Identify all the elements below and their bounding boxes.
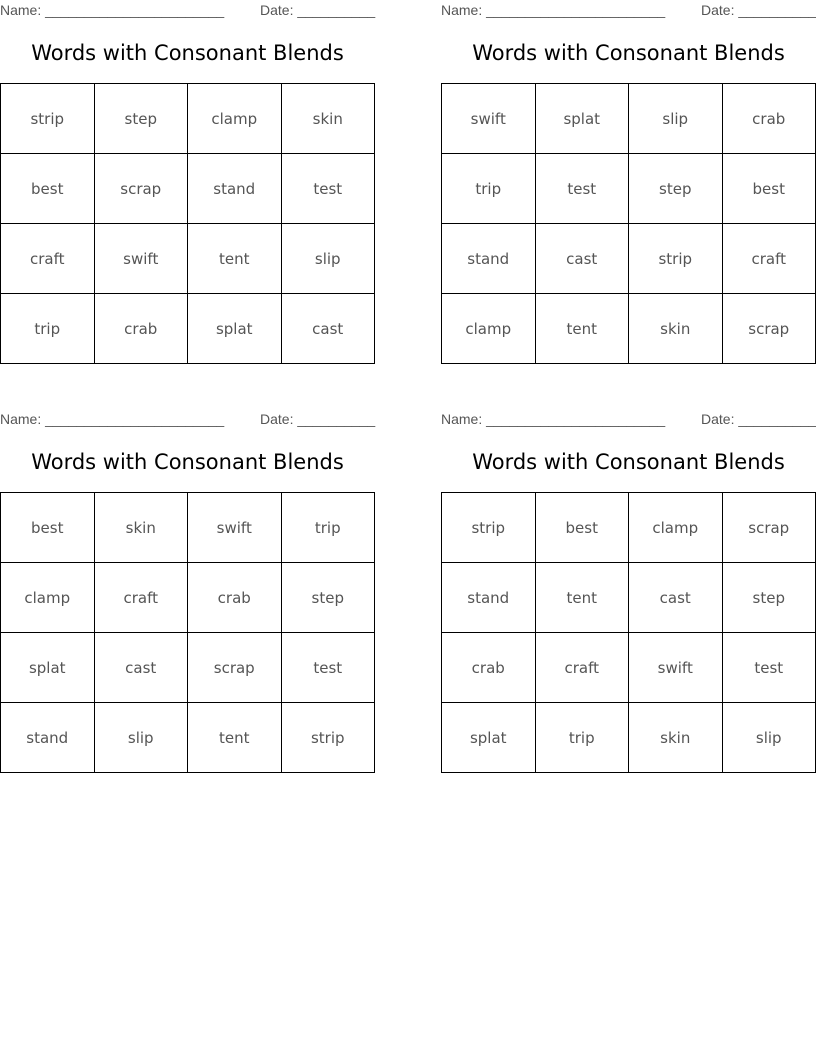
word-grid <box>0 492 375 773</box>
date-field: Date: __________ <box>701 2 816 18</box>
word-cell: splat <box>442 703 536 773</box>
word-cell: scrap <box>722 493 816 563</box>
word-cell: swift <box>94 224 188 294</box>
card-title: Words with Consonant Blends <box>31 450 344 474</box>
card-title: Words with Consonant Blends <box>31 41 344 65</box>
word-cell: craft <box>94 563 188 633</box>
word-cell: splat <box>1 633 95 703</box>
word-cell: step <box>281 563 375 633</box>
grid-row <box>1 493 375 563</box>
word-cell: scrap <box>722 294 816 364</box>
grid-row <box>1 633 375 703</box>
grid-row <box>1 563 375 633</box>
grid-row <box>1 154 375 224</box>
word-cell: trip <box>535 703 629 773</box>
word-cell: trip <box>442 154 536 224</box>
word-cell: scrap <box>188 633 282 703</box>
bingo-card-2 <box>441 0 816 365</box>
word-cell: swift <box>629 633 723 703</box>
word-cell: test <box>535 154 629 224</box>
word-cell: crab <box>94 294 188 364</box>
word-cell: strip <box>629 224 723 294</box>
name-field: Name: _______________________ <box>441 2 666 18</box>
word-cell: step <box>722 563 816 633</box>
word-cell: best <box>535 493 629 563</box>
grid-row <box>442 294 816 364</box>
word-cell: strip <box>442 493 536 563</box>
word-cell: strip <box>281 703 375 773</box>
word-cell: test <box>281 633 375 703</box>
word-cell: skin <box>281 84 375 154</box>
word-grid <box>441 492 816 773</box>
word-cell: clamp <box>1 563 95 633</box>
date-field: Date: __________ <box>701 411 816 427</box>
card-title: Words with Consonant Blends <box>472 41 785 65</box>
grid-row <box>1 84 375 154</box>
grid-row <box>442 633 816 703</box>
word-cell: trip <box>1 294 95 364</box>
word-cell: slip <box>281 224 375 294</box>
word-cell: slip <box>629 84 723 154</box>
word-grid <box>441 83 816 364</box>
grid-row <box>1 224 375 294</box>
word-grid <box>0 83 375 364</box>
word-cell: cast <box>281 294 375 364</box>
word-cell: best <box>1 154 95 224</box>
word-cell: stand <box>188 154 282 224</box>
name-field: Name: _______________________ <box>0 2 225 18</box>
word-cell: crab <box>442 633 536 703</box>
word-cell: cast <box>94 633 188 703</box>
bingo-card-4 <box>441 409 816 774</box>
word-cell: clamp <box>188 84 282 154</box>
word-cell: trip <box>281 493 375 563</box>
word-cell: tent <box>188 224 282 294</box>
word-cell: slip <box>94 703 188 773</box>
word-cell: craft <box>722 224 816 294</box>
word-cell: swift <box>442 84 536 154</box>
word-cell: craft <box>1 224 95 294</box>
word-cell: stand <box>1 703 95 773</box>
word-cell: tent <box>188 703 282 773</box>
word-cell: splat <box>188 294 282 364</box>
word-cell: crab <box>188 563 282 633</box>
name-date-row <box>441 411 816 429</box>
word-cell: swift <box>188 493 282 563</box>
date-field: Date: __________ <box>260 2 376 18</box>
name-date-row <box>0 2 375 20</box>
bingo-card-1 <box>0 0 375 365</box>
word-cell: strip <box>1 84 95 154</box>
word-cell: clamp <box>442 294 536 364</box>
word-cell: scrap <box>94 154 188 224</box>
word-cell: best <box>722 154 816 224</box>
word-cell: stand <box>442 563 536 633</box>
word-cell: best <box>1 493 95 563</box>
word-cell: skin <box>629 294 723 364</box>
word-cell: skin <box>94 493 188 563</box>
grid-row <box>442 154 816 224</box>
card-title: Words with Consonant Blends <box>472 450 785 474</box>
grid-row <box>442 563 816 633</box>
word-cell: crab <box>722 84 816 154</box>
word-cell: skin <box>629 703 723 773</box>
word-cell: stand <box>442 224 536 294</box>
word-cell: test <box>722 633 816 703</box>
name-field: Name: _______________________ <box>441 411 666 427</box>
word-cell: cast <box>629 563 723 633</box>
date-field: Date: __________ <box>260 411 376 427</box>
word-cell: step <box>94 84 188 154</box>
word-cell: slip <box>722 703 816 773</box>
grid-row <box>1 703 375 773</box>
word-cell: tent <box>535 563 629 633</box>
word-cell: clamp <box>629 493 723 563</box>
name-date-row <box>0 411 375 429</box>
grid-row <box>1 294 375 364</box>
word-cell: step <box>629 154 723 224</box>
grid-row <box>442 84 816 154</box>
word-cell: craft <box>535 633 629 703</box>
word-cell: cast <box>535 224 629 294</box>
name-date-row <box>441 2 816 20</box>
grid-row <box>442 493 816 563</box>
grid-row <box>442 703 816 773</box>
word-cell: test <box>281 154 375 224</box>
grid-row <box>442 224 816 294</box>
bingo-card-3 <box>0 409 375 774</box>
word-cell: splat <box>535 84 629 154</box>
word-cell: tent <box>535 294 629 364</box>
name-field: Name: _______________________ <box>0 411 225 427</box>
